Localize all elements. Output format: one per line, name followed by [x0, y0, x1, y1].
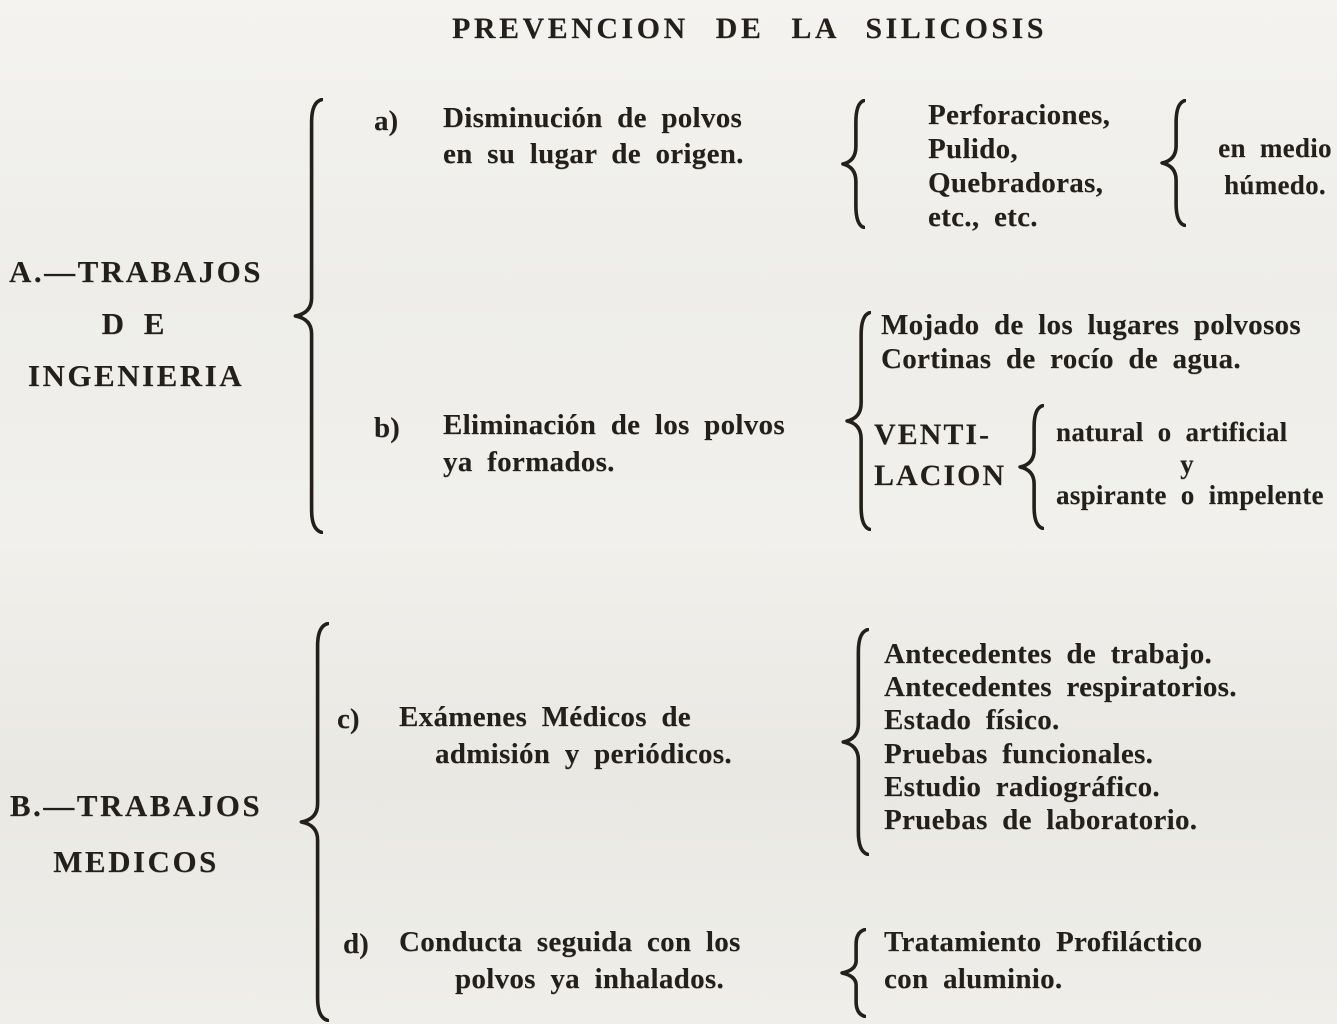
item-d-text	[399, 924, 741, 998]
example-item: Pulido,	[928, 133, 1018, 165]
item-a-condition	[1205, 130, 1337, 204]
item-c-tests-brace	[841, 628, 869, 856]
item-a-marker: a)	[374, 105, 399, 137]
test-item: Antecedentes de trabajo.	[884, 638, 1213, 670]
item-c-text	[399, 699, 732, 773]
ventilation-label	[874, 414, 1006, 496]
item-a-line1: Disminución de polvos	[443, 102, 743, 134]
item-a-line2: en su lugar de origen.	[443, 138, 744, 170]
item-b-line1: Eliminación de los polvos	[443, 409, 785, 441]
item-a-examples-list	[928, 98, 1110, 234]
treatment-line1: Tratamiento Profiláctico	[884, 926, 1203, 958]
item-c-tests-list	[884, 638, 1237, 837]
ventilation-label-line2: LACION	[874, 459, 1007, 492]
item-c-line2: admisión y periódicos.	[435, 738, 732, 770]
test-item: Antecedentes respiratorios.	[884, 671, 1237, 704]
item-d-line2: polvos ya inhalados.	[455, 963, 725, 995]
ventilation-type: y	[1180, 448, 1194, 479]
item-b-methods	[881, 308, 1301, 376]
item-a-text	[443, 100, 744, 172]
section-a-label-line2: D E	[101, 306, 171, 341]
item-d-treatment-brace	[840, 928, 866, 1018]
section-a-label	[0, 246, 272, 402]
ventilation-brace	[1018, 404, 1044, 530]
page-title: PREVENCION DE LA SILICOSIS	[452, 12, 1047, 45]
ventilation-label-line1: VENTI-	[874, 418, 992, 451]
item-b-text	[443, 407, 785, 481]
section-a-label-line3: INGENIERIA	[27, 358, 245, 393]
example-item: Quebradoras,	[928, 167, 1104, 199]
ventilation-types	[1056, 417, 1324, 512]
section-b-brace	[299, 622, 329, 1022]
method-item: Cortinas de rocío de agua.	[881, 343, 1241, 375]
item-c-line1: Exámenes Médicos de	[399, 701, 691, 733]
method-item: Mojado de los lugares polvosos	[881, 309, 1301, 341]
section-a-label-line1: A.—TRABAJOS	[8, 254, 263, 289]
item-a-examples-brace	[841, 99, 865, 229]
item-d-line1: Conducta seguida con los	[399, 926, 741, 958]
ventilation-type: natural o artificial	[1056, 417, 1288, 447]
condition-line2: húmedo.	[1224, 170, 1326, 200]
section-b-label	[0, 778, 272, 890]
section-b-label-line2: MEDICOS	[53, 844, 219, 879]
item-c-marker: c)	[337, 703, 360, 735]
test-item: Pruebas funcionales.	[884, 737, 1154, 770]
ventilation-type: aspirante o impelente	[1056, 480, 1324, 510]
item-a-condition-brace	[1160, 99, 1186, 227]
item-b-line2: ya formados.	[443, 446, 615, 478]
item-b-group-brace	[845, 311, 871, 531]
section-b-label-line1: B.—TRABAJOS	[9, 788, 263, 823]
item-b-marker: b)	[374, 412, 400, 444]
section-a-brace	[293, 98, 323, 534]
treatment-line2: con aluminio.	[884, 963, 1063, 995]
test-item: Estudio radiográfico.	[884, 770, 1160, 803]
test-item: Estado físico.	[884, 704, 1060, 737]
example-item: etc., etc.	[928, 201, 1038, 233]
item-d-marker: d)	[343, 928, 369, 960]
condition-line1: en medio	[1218, 133, 1332, 163]
test-item: Pruebas de laboratorio.	[884, 804, 1198, 837]
item-d-treatment	[884, 924, 1202, 998]
example-item: Perforaciones,	[928, 99, 1111, 131]
